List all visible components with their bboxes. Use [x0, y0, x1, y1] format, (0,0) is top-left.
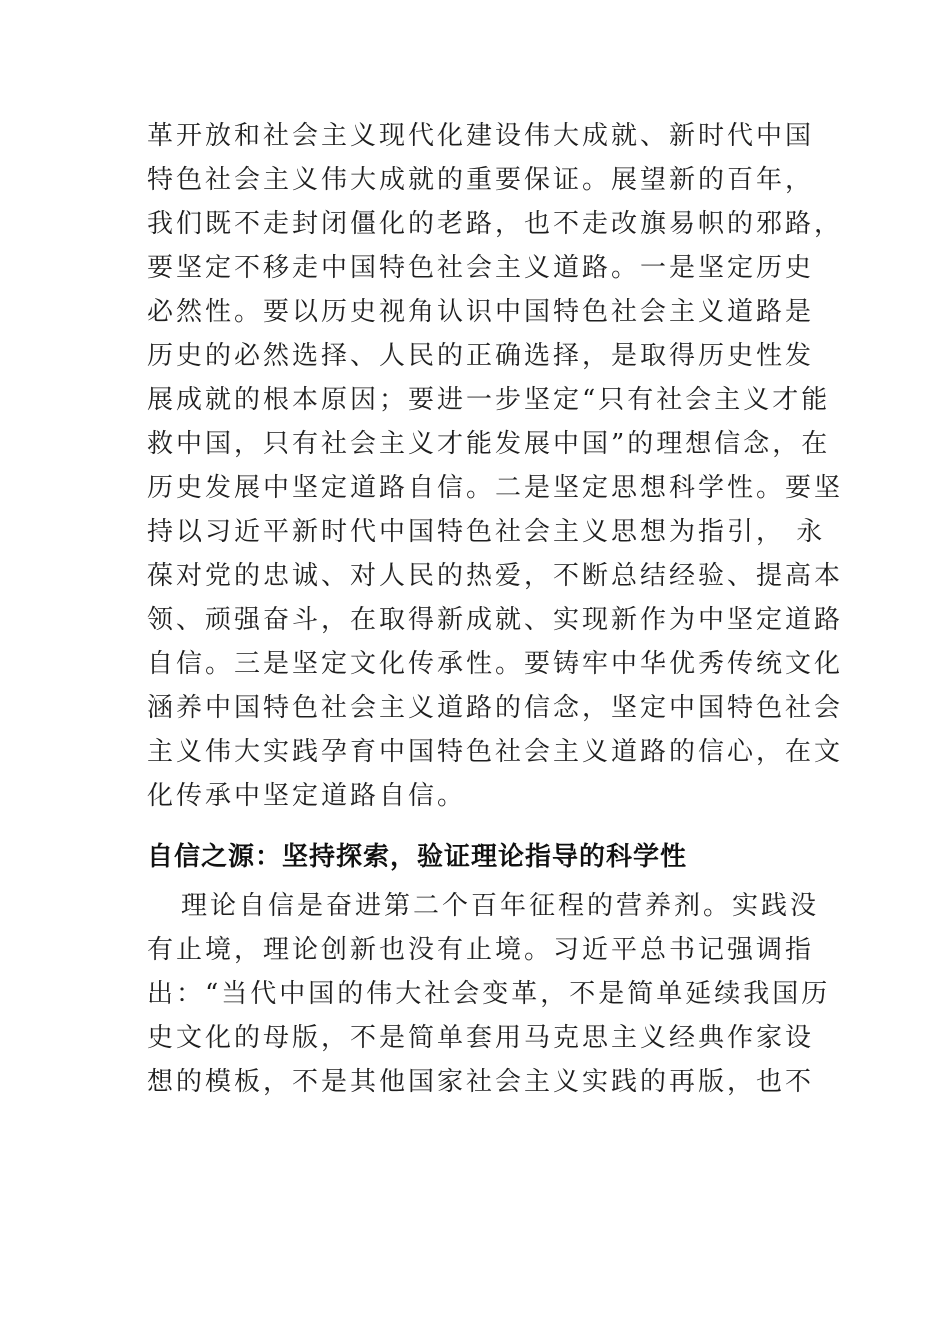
text-line: 必然性。要以历史视角认识中国特色社会主义道路是: [147, 297, 815, 327]
text-line: 历史的必然选择、人民的正确选择，是取得历史性发: [147, 341, 815, 371]
text-line: 革开放和社会主义现代化建设伟大成就、新时代中国: [147, 121, 815, 151]
paragraph-1: [147, 114, 844, 818]
text-line: 涵养中国特色社会主义道路的信念，坚定中国特色社会: [147, 693, 844, 723]
text-line: 自信。三是坚定文化传承性。要铸牢中华优秀传统文化: [147, 649, 844, 679]
text-line: 理论自信是奋进第二个百年征程的营养剂。实践没: [181, 891, 820, 921]
text-line: 我们既不走封闭僵化的老路，也不走改旗易帜的邪路，: [147, 209, 844, 239]
text-line: 要坚定不移走中国特色社会主义道路。一是坚定历史: [147, 253, 815, 283]
text-line: 葆对党的忠诚、对人民的热爱，不断总结经验、提高本: [147, 561, 844, 591]
text-line: 想的模板，不是其他国家社会主义实践的再版，也不: [147, 1067, 815, 1097]
text-line: 特色社会主义伟大成就的重要保证。展望新的百年，: [147, 165, 815, 195]
text-line: 有止境，理论创新也没有止境。习近平总书记强调指: [147, 935, 815, 965]
text-line: 出：“当代中国的伟大社会变革，不是简单延续我国历: [147, 979, 831, 1009]
paragraph-2: [147, 884, 831, 1104]
text-line: 史文化的母版，不是简单套用马克思主义经典作家设: [147, 1023, 815, 1053]
document-body: [147, 114, 844, 1104]
text-line: 领、顽强奋斗，在取得新成就、实现新作为中坚定道路: [147, 605, 844, 635]
text-line: 救中国，只有社会主义才能发展中国”的理想信念，在: [147, 429, 831, 459]
text-line: 历史发展中坚定道路自信。二是坚定思想科学性。要坚: [147, 473, 844, 503]
text-line: 化传承中坚定道路自信。: [147, 781, 467, 811]
text-line: 展成就的根本原因；要进一步坚定“只有社会主义才能: [147, 385, 831, 415]
section-heading: 自信之源：坚持探索，验证理论指导的科学性: [147, 842, 688, 872]
text-line: 主义伟大实践孕育中国特色社会主义道路的信心，在文: [147, 737, 844, 767]
text-line: 持以习近平新时代中国特色社会主义思想为指引， 永: [147, 517, 826, 547]
